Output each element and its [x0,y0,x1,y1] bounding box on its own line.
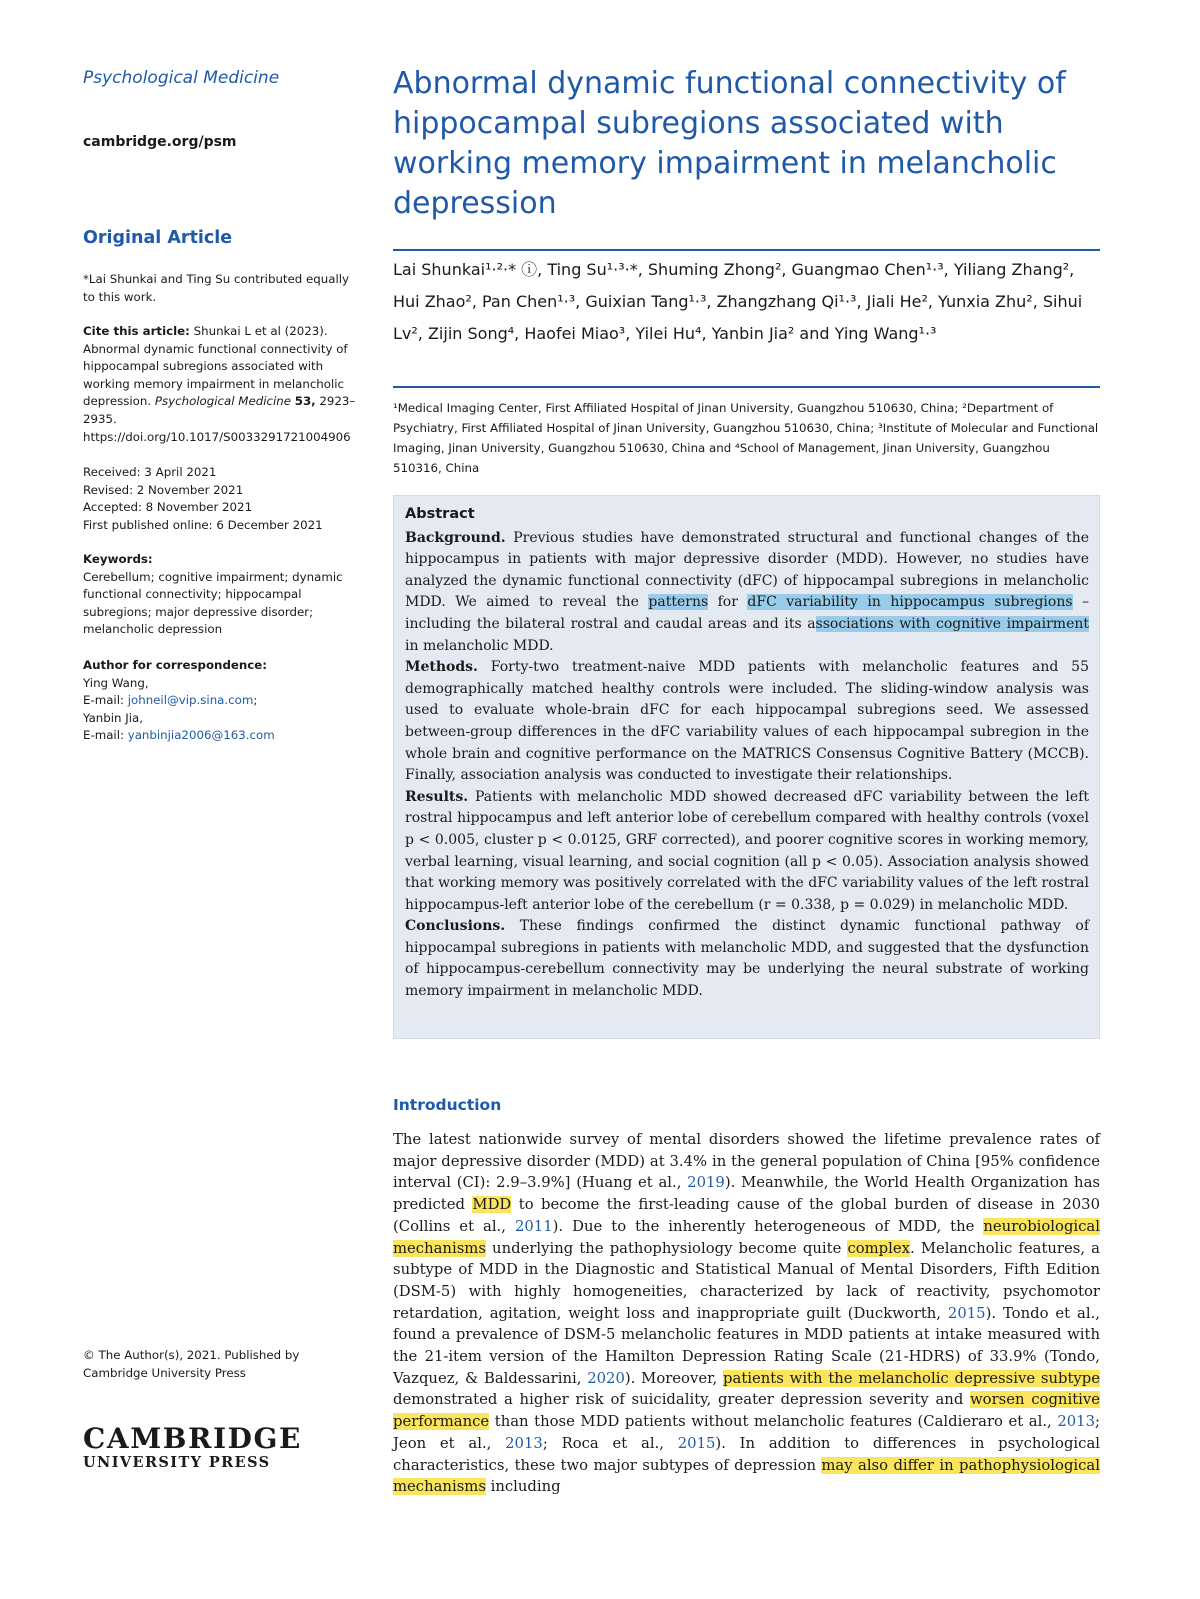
abstract-results [405,787,1089,917]
intro-text: to become the first-leading cause of the global burden of disease in 2030 (Collins et al., [393,1196,1100,1235]
corr2-email-label: E-mail: [83,728,124,743]
methods-label: Methods. [405,659,478,676]
methods-text: Forty-two treatment-naive MDD patients with melancholic features and 55 demographically matched healthy controls were included. The sliding-window analysis was used to evaluate whole-brain dFC for each hippocampal subregions seed. We assessed between-group differences in the dFC variability values of each hippocampal subregion in the whole brain and cognitive performance on the MATRICS Consensus Cognitive Battery (MCCB). Finally, association analysis was conducted to investigate their relationships. [405,659,1089,784]
background-text-b: for [708,594,748,611]
cite-volume: 53, [294,394,316,409]
intro-text: including [485,1478,561,1496]
background-text-d: in melancholic MDD. [405,637,554,654]
copyright-note [83,1347,363,1382]
highlight-yellow: complex [847,1239,910,1257]
citation-link[interactable]: 2019 [687,1174,725,1192]
citation-link[interactable]: 2020 [587,1369,625,1387]
conclusions-text: These findings confirmed the distinct dynamic functional pathway of hippocampal subregions in patients with melancholic MDD, and suggested that the dysfunction of hippocampus-cerebellum connectivity may be underlying the neural substrate of working memory impairment in melancholic MDD. [405,918,1089,1000]
intro-text: demonstrated a higher risk of suicidality, greater depression severity and [393,1391,971,1409]
intro-text: The latest nationwide survey of mental disorders showed the lifetime prevalence rates of major depressive disorder (MDD) at 3.4% in the general population of China [95% confidence interval (CI): 2.9–3.9%] (Huang et al., [393,1131,1100,1192]
introduction-paragraph [393,1129,1100,1498]
background-text-a: Previous studies have demonstrated structural and functional changes of the hippocampus in patients with major depressive disorder (MDD). However, no studies have analyzed the dynamic functional connectivity (dFC) of hippocampal subregions in melancholic MDD. We aimed to reveal the [405,529,1089,611]
citation-link[interactable]: 2015 [947,1304,986,1322]
copyright-text: © The Author(s), 2021. Published by Cambridge University Press [83,1348,300,1380]
corr1-suffix: ; [253,693,258,708]
corr1-email-link[interactable]: johneil@vip.sina.com [127,693,254,708]
accepted-date: Accepted: 8 November 2021 [83,500,253,515]
logo-line1: CAMBRIDGE [83,1422,302,1455]
intro-text: ; Jeon et al., [393,1413,1100,1452]
background-label: Background. [405,529,506,546]
highlight-yellow: MDD [472,1196,512,1214]
abstract-heading: Abstract [405,506,475,522]
intro-text: . Melancholic features, a subtype of MDD in the Diagnostic and Statistical Manual of Mental Disorders, Fifth Edition (DSM-5) with highly homogeneities, characterized by lack of reactivity, psychomotor retardation, agitation, weight loss and inappropriate guilt (Duckworth, [393,1239,1101,1322]
equal-contribution-text: *Lai Shunkai and Ting Su contributed equally to this work. [83,272,350,304]
logo-line2: UNIVERSITY PRESS [83,1454,271,1471]
citation-link[interactable]: 2011 [514,1217,553,1235]
corr2-name: Yanbin Jia, [83,710,144,725]
introduction-heading: Introduction [393,1096,502,1114]
citation-link[interactable]: 2013 [505,1434,543,1452]
authors-rule [393,386,1100,388]
highlight-blue: dFC variability in hippocampus subregions [747,594,1073,611]
intro-text: ). Moreover, [624,1369,724,1387]
cite-doi: 2923–2935. https://doi.org/10.1017/S0033291721004906 [83,394,356,444]
results-text: Patients with melancholic MDD showed decreased dFC variability between the left rostral hippocampus and left anterior lobe of cerebellum compared with healthy controls (voxel p < 0.005, cluster p < 0.0125, GRF corrected), and poorer cognitive scores in working memory, verbal learning, visual learning, and social cognition (all p < 0.05). Association analysis showed that working memory was positively correlated with the dFC variability values of the left rostral hippocampus-left anterior lobe of the cerebellum (r = 0.338, p = 0.029) in melancholic MDD. [405,788,1089,913]
intro-text: ). In addition to differences in psychological characteristics, these two major subtypes of depression [393,1434,1100,1474]
abstract-methods [405,657,1089,787]
received-date: Received: 3 April 2021 [83,465,217,479]
journal-site: cambridge.org/psm [83,134,237,150]
first-published-date: First published online: 6 December 2021 [83,517,323,532]
highlight-blue: patterns [648,594,709,611]
intro-text: ). Due to the inherently heterogeneous of MDD, the [552,1217,984,1235]
highlight-yellow: neurobiological mechanisms [393,1217,1100,1257]
intro-text: ). Meanwhile, the World Health Organization has predicted [393,1174,1100,1214]
highlight-blue: ssociations with cognitive impairment [815,615,1090,632]
cambridge-logo [83,1424,302,1472]
keywords [83,551,363,639]
corr1-email-label: E-mail: [83,693,124,708]
conclusions-label: Conclusions. [405,918,506,935]
cite-journal: Psychological Medicine [154,394,291,409]
keywords-label: Keywords: [83,552,153,566]
intro-text: underlying the pathophysiology become quite [485,1239,848,1257]
highlight-yellow: worsen cognitive performance [393,1391,1100,1431]
corr1-name: Ying Wang, [83,675,149,690]
background-text-c: – including the bilateral rostral and caudal areas and its a [405,594,1090,632]
affiliations: ¹Medical Imaging Center, First Affiliated Hospital of Jinan University, Guangzhou 510630, China; ²Department of Psychiatry, First Affiliated Hospital of Jinan University, Guangzhou 510630, China; ³Institute of Molecular and Functional Imaging, Jinan University, Guangzhou 510630, China and ⁴School of Management, Jinan University, Guangzhou 510316, China [393,401,1099,475]
keywords-list: Cerebellum; cognitive impairment; dynamic functional connectivity; hippocampal subregions; major depressive disorder; melancholic depression [83,569,343,637]
article-title: Abnormal dynamic functional connectivity of hippocampal subregions associated with working memory impairment in melancholic depression [393,66,1066,221]
revised-date: Revised: 2 November 2021 [83,482,244,497]
abstract-box [393,495,1100,1039]
correspondence-label: Author for correspondence: [83,658,268,672]
intro-text: than those MDD patients without melancholic features (Caldieraro et al., [489,1413,1058,1431]
article-type: Original Article [83,228,233,248]
equal-contribution-note [83,271,363,306]
intro-text: ). Tondo et al., found a prevalence of DSM-5 melancholic features in MDD patients at intake measured with the 21-item version of the Hamilton Depression Rating Scale (21-HDRS) of 33.9% (Tondo, Vazquez, & Baldessarini, [393,1304,1100,1387]
corr2-email-link[interactable]: yanbinjia2006@163.com [127,728,275,743]
dates [83,464,363,534]
journal-name: Psychological Medicine [83,68,280,88]
cite-authors: Shunkai L et al (2023). Abnormal dynamic functional connectivity of hippocampal subregions associated with working memory impairment in melancholic depression. [83,324,348,409]
correspondence [83,657,363,745]
author-list: Lai Shunkai¹·²·* ⓘ, Ting Su¹·³·*, Shuming Zhong², Guangmao Chen¹·³, Yiliang Zhang², Hui Zhao², Pan Chen¹·³, Guixian Tang¹·³, Zhangzhang Qi¹·³, Jiali He², Yunxia Zhu², Sihui Lv², Zijin Song⁴, Haofei Miao³, Yilei Hu⁴, Yanbin Jia² and Ying Wang¹·³ [393,260,1083,343]
citation-link[interactable]: 2015 [677,1434,716,1452]
citation-link[interactable]: 2013 [1057,1413,1095,1431]
highlight-yellow: may also differ in pathophysiological mechanisms [393,1456,1100,1496]
title-rule [393,249,1100,251]
results-label: Results. [405,788,469,805]
cite-label: Cite this article: [83,324,190,338]
citation [83,323,363,446]
highlight-yellow: patients with the melancholic depressive subtype [723,1369,1101,1387]
abstract-background [405,528,1089,658]
intro-text: ; Roca et al., [542,1434,678,1452]
abstract-conclusions [405,916,1089,1002]
